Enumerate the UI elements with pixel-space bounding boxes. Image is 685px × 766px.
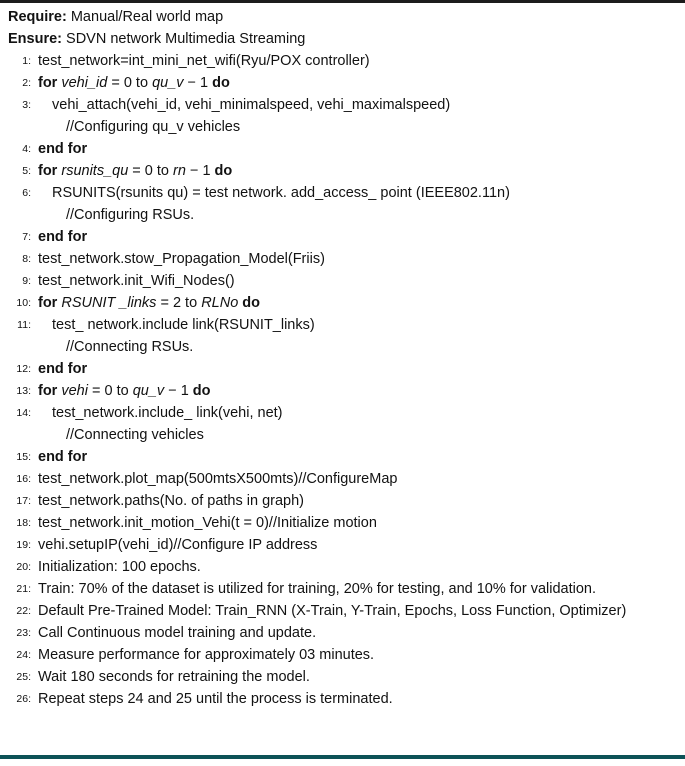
line-content [38, 94, 673, 116]
line-text-segment: do [242, 295, 261, 311]
algorithm-line [8, 94, 673, 116]
line-number: 5: [22, 165, 31, 177]
line-number [8, 336, 38, 358]
algorithm-line [8, 556, 673, 578]
line-content [38, 160, 673, 182]
algorithm-line [8, 50, 673, 72]
line-text-segment: //Configuring RSUs. [66, 207, 195, 223]
line-text-segment: //Configuring qu_v vehicles [66, 119, 241, 135]
line-text-segment: //Connecting RSUs. [66, 339, 194, 355]
line-text-segment: RLNo [201, 295, 239, 311]
line-text-segment: Measure performance for approximately 03 minutes. [38, 647, 375, 663]
line-text-segment: vehi [61, 383, 88, 399]
line-number: 23: [16, 627, 31, 639]
line-number: 21: [16, 583, 31, 595]
line-text-segment: Initialization: 100 epochs. [38, 559, 201, 575]
line-text-segment: Ensure: [8, 31, 62, 47]
line-text-segment: test_network.stow_Propagation_Model(Friis) [38, 251, 325, 267]
line-number: 22: [16, 605, 31, 617]
algorithm-body [0, 3, 685, 710]
algorithm-header [8, 6, 673, 50]
line-content [38, 468, 673, 490]
line-text-segment: test_network.plot_map(500mtsX500mts)//ConfigureMap [38, 471, 398, 487]
line-content [8, 6, 673, 28]
line-text-segment: end for [38, 449, 88, 465]
line-content [38, 248, 673, 270]
line-text-segment: do [214, 163, 233, 179]
line-content [38, 50, 673, 72]
line-content [38, 380, 673, 402]
line-content [38, 644, 673, 666]
line-number: 11: [17, 319, 31, 331]
algorithm-comment-line [8, 424, 673, 446]
line-number [8, 424, 38, 446]
line-text-segment: test_network.init_Wifi_Nodes() [38, 273, 235, 289]
algorithm-header-line [8, 6, 673, 28]
line-text-segment: for [38, 163, 62, 179]
line-number: 18: [16, 517, 31, 529]
line-text-segment: for [38, 75, 62, 91]
algorithm-line [8, 380, 673, 402]
line-number: 2: [22, 77, 31, 89]
line-text-segment: Call Continuous model training and update. [38, 625, 317, 641]
line-content [38, 358, 673, 380]
line-text-segment: Require: [8, 9, 67, 25]
line-number: 24: [16, 649, 31, 661]
algorithm-comment-line [8, 336, 673, 358]
line-text-segment: = 0 to [128, 163, 174, 179]
algorithm-line [8, 578, 673, 600]
line-text-segment: Train: 70% of the dataset is utilized for training, 20% for testing, and 10% for validation. [38, 581, 597, 597]
algorithm-line [8, 72, 673, 94]
algorithm-line [8, 644, 673, 666]
line-number: 4: [22, 143, 31, 155]
line-text-segment: test_ network.include link(RSUNIT_links) [52, 317, 315, 333]
algorithm-line [8, 468, 673, 490]
line-text-segment: vehi.setupIP(vehi_id)//Configure IP address [38, 537, 318, 553]
algorithm-line [8, 512, 673, 534]
line-number: 3: [22, 99, 31, 111]
line-text-segment: rsunits_qu [61, 163, 129, 179]
line-content [38, 534, 673, 556]
line-text-segment: Default Pre-Trained Model: Train_RNN (X-Train, Y-Train, Epochs, Loss Function, Optimizer) [38, 603, 627, 619]
line-number: 16: [16, 473, 31, 485]
line-text-segment: − 1 [164, 383, 193, 399]
line-text-segment: − 1 [185, 163, 215, 179]
line-number: 10: [16, 297, 31, 309]
line-text-segment: qu_v [152, 75, 184, 91]
line-content [38, 138, 673, 160]
line-content [38, 512, 673, 534]
line-text-segment: end for [38, 361, 88, 377]
algorithm-line [8, 402, 673, 424]
line-number: 25: [16, 671, 31, 683]
line-number: 6: [22, 187, 31, 199]
line-content [38, 72, 673, 94]
line-content [38, 622, 673, 644]
algorithm-line [8, 314, 673, 336]
line-text-segment: end for [38, 229, 88, 245]
line-content [38, 270, 673, 292]
line-number [8, 204, 38, 226]
line-text-segment: rn [173, 163, 186, 179]
line-text-segment: test_network.init_motion_Vehi(t = 0)//Initialize motion [38, 515, 377, 531]
algorithm-line [8, 138, 673, 160]
algorithm-header-line [8, 28, 673, 50]
line-text-segment: //Connecting vehicles [66, 427, 204, 443]
line-number: 9: [22, 275, 31, 287]
algorithm-line [8, 446, 673, 468]
line-text-segment: vehi_id [61, 75, 108, 91]
algorithm-lines [8, 50, 673, 710]
line-text-segment: SDVN network Multimedia Streaming [62, 31, 306, 47]
line-text-segment: do [192, 383, 211, 399]
line-text-segment: end for [38, 141, 88, 157]
line-text-segment: = 0 to [87, 383, 133, 399]
line-text-segment: − 1 [183, 75, 213, 91]
line-content [8, 28, 673, 50]
line-number: 15: [16, 451, 31, 463]
line-text-segment: = 2 to [156, 295, 202, 311]
line-content [38, 666, 673, 688]
line-number: 8: [22, 253, 31, 265]
line-content [38, 556, 673, 578]
line-content [38, 424, 673, 446]
line-text-segment: vehi_attach(vehi_id, vehi_minimalspeed, vehi_maximalspeed) [52, 97, 451, 113]
line-number: 19: [16, 539, 31, 551]
line-content [38, 600, 673, 622]
algorithm-line [8, 248, 673, 270]
line-text-segment: RSUNIT _links [61, 295, 157, 311]
line-content [38, 116, 673, 138]
algorithm-line [8, 622, 673, 644]
line-text-segment: Manual/Real world map [66, 9, 224, 25]
line-content [38, 578, 673, 600]
line-number [8, 116, 38, 138]
line-number: 14: [16, 407, 31, 419]
algorithm-line [8, 160, 673, 182]
line-content [38, 292, 673, 314]
line-content [38, 446, 673, 468]
line-content [38, 204, 673, 226]
algorithm-line [8, 490, 673, 512]
line-text-segment: test_network=int_mini_net_wifi(Ryu/POX controller) [38, 53, 370, 69]
algorithm-comment-line [8, 116, 673, 138]
algorithm-line [8, 226, 673, 248]
line-text-segment: do [212, 75, 230, 91]
line-number: 12: [16, 363, 31, 375]
line-text-segment: Wait 180 seconds for retraining the model. [38, 669, 310, 685]
line-number: 20: [16, 561, 31, 573]
algorithm-line [8, 666, 673, 688]
line-number: 13: [16, 385, 31, 397]
line-text-segment: test_network.include_ link(vehi, net) [52, 405, 283, 421]
algorithm-line [8, 534, 673, 556]
algorithm-line [8, 182, 673, 204]
line-content [38, 490, 673, 512]
line-text-segment: qu_v [132, 383, 165, 399]
line-text-segment: Repeat steps 24 and 25 until the process is terminated. [38, 691, 393, 707]
line-number: 17: [16, 495, 31, 507]
algorithm-line [8, 358, 673, 380]
line-number: 26: [16, 693, 31, 705]
line-content [38, 314, 673, 336]
algorithm-line [8, 270, 673, 292]
line-content [38, 336, 673, 358]
line-number: 7: [22, 231, 31, 243]
algorithm-line [8, 688, 673, 710]
line-text-segment: for [38, 295, 62, 311]
line-text-segment: for [38, 383, 62, 399]
bottom-rule [0, 755, 685, 759]
line-content [38, 182, 673, 204]
line-content [38, 402, 673, 424]
line-number: 1: [22, 55, 31, 67]
line-content [38, 688, 673, 710]
line-content [38, 226, 673, 248]
algorithm-comment-line [8, 204, 673, 226]
line-text-segment: = 0 to [107, 75, 153, 91]
algorithm-line [8, 292, 673, 314]
algorithm-line [8, 600, 673, 622]
line-text-segment: RSUNITS(rsunits qu) = test network. add_access_ point (IEEE802.11n) [52, 185, 510, 201]
line-text-segment: test_network.paths(No. of paths in graph) [38, 493, 304, 509]
